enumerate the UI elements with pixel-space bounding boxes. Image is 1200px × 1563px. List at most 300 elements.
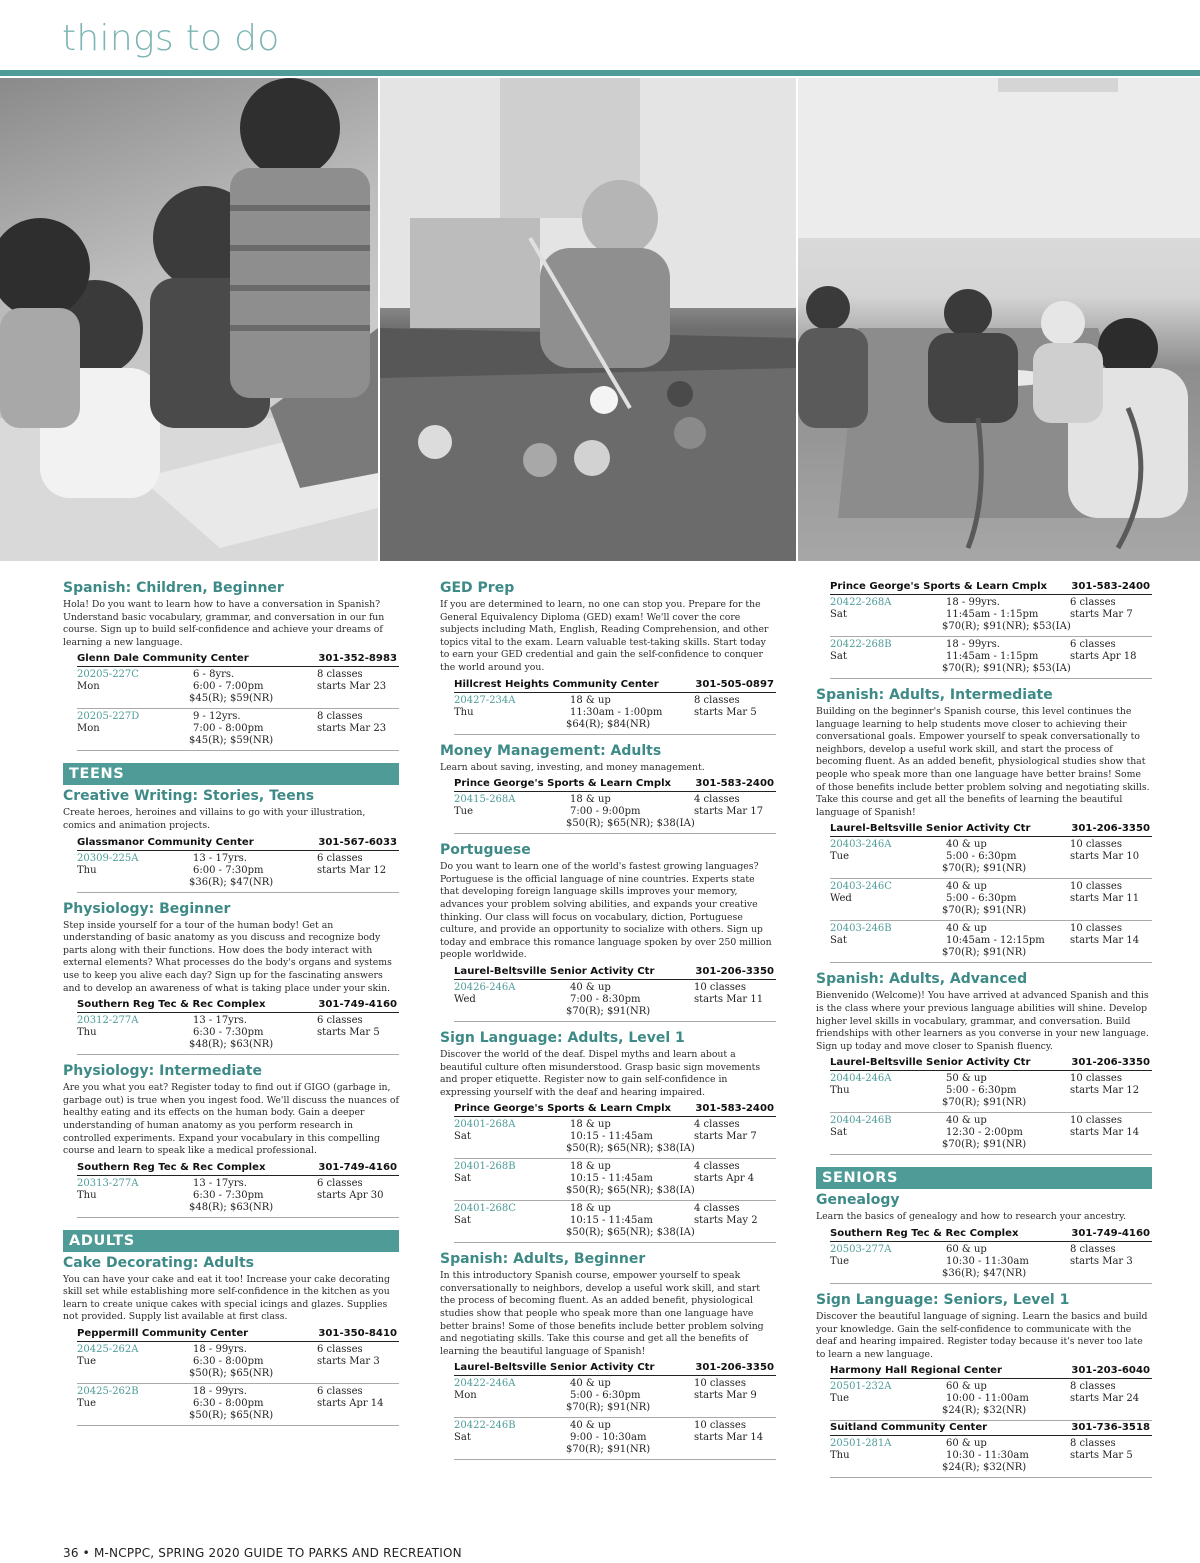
- class-code-cell: [454, 1378, 570, 1402]
- location-phone: 301-505-0897: [695, 678, 774, 690]
- location-header: [454, 1361, 776, 1376]
- location-name: Prince George's Sports & Learn Cmplx: [454, 778, 672, 790]
- class-time-cell: [570, 1119, 694, 1143]
- class-fee: $48(R); $63(NR): [189, 1201, 274, 1213]
- class-fee: $50(R); $65(NR); $38(IA): [566, 818, 695, 830]
- class-start: starts Mar 9: [694, 1390, 757, 1402]
- section-band: TEENS: [63, 763, 399, 785]
- class-day: Thu: [454, 706, 474, 718]
- course-code: 20403-246B: [830, 923, 892, 935]
- class-age: 18 & up: [570, 1119, 611, 1131]
- class-day: Sat: [830, 935, 847, 947]
- course-code: 20501-232A: [830, 1381, 892, 1393]
- photo-children-illustration: [0, 78, 378, 561]
- class-code-cell: [454, 1119, 570, 1143]
- class-code-cell: [830, 1438, 946, 1462]
- class-day: Sat: [830, 651, 847, 662]
- photo-classroom-illustration: [798, 78, 1200, 561]
- class-time-cell: [946, 639, 1070, 663]
- class-code-cell: [454, 794, 570, 818]
- course-description: Learn about saving, investing, and money management.: [440, 761, 705, 773]
- course-section: [440, 743, 776, 835]
- class-age: 13 - 17yrs.: [193, 852, 247, 864]
- class-age: 18 - 99yrs.: [946, 639, 1000, 650]
- class-time-cell: [946, 881, 1070, 905]
- class-time: 11:45am - 1:15pm: [946, 651, 1039, 662]
- class-start: starts Mar 11: [694, 993, 764, 1005]
- class-time: 10:30 - 11:30am: [946, 1450, 1029, 1462]
- class-count-cell: [1070, 1381, 1152, 1405]
- photo-classroom: [798, 78, 1200, 561]
- location-phone: 301-350-8410: [318, 1328, 397, 1340]
- class-fee: $70(R); $91(NR): [566, 1402, 651, 1414]
- class-time: 11:30am - 1:00pm: [570, 706, 663, 718]
- class-time: 5:00 - 6:30pm: [570, 1390, 641, 1402]
- class-time-cell: [570, 794, 694, 818]
- location-name: Southern Reg Tec & Rec Complex: [77, 999, 266, 1011]
- course-code: 20309-225A: [77, 852, 139, 864]
- class-time: 12:30 - 2:00pm: [946, 1127, 1023, 1139]
- class-day: Tue: [830, 1255, 850, 1267]
- course-title: Spanish: Children, Beginner: [63, 580, 284, 596]
- location-name: Southern Reg Tec & Rec Complex: [77, 1161, 266, 1173]
- class-count-cell: [317, 1386, 399, 1410]
- class-start: starts Apr 30: [317, 1189, 384, 1201]
- photo-billiards-illustration: [380, 78, 796, 561]
- class-time-cell: [946, 1381, 1070, 1405]
- class-time-cell: [193, 1344, 317, 1368]
- class-time: 9:00 - 10:30am: [570, 1432, 647, 1444]
- class-row: [830, 637, 1152, 679]
- location-phone: 301-736-3518: [1071, 1422, 1150, 1434]
- class-time-cell: [946, 923, 1070, 947]
- class-count-cell: [694, 1203, 776, 1227]
- class-count: 6 classes: [317, 1386, 363, 1398]
- course-title: Cake Decorating: Adults: [63, 1254, 255, 1271]
- location-name: Glassmanor Community Center: [77, 836, 254, 848]
- course-code: 20422-246B: [454, 1420, 516, 1432]
- location-phone: 301-749-4160: [318, 1161, 397, 1173]
- section-band: SENIORS: [816, 1167, 1152, 1189]
- class-time-cell: [570, 1203, 694, 1227]
- class-start: starts Apr 14: [317, 1398, 384, 1410]
- course-section: [63, 580, 399, 751]
- course-section: [816, 1292, 1152, 1478]
- class-row: [454, 1117, 776, 1159]
- course-code: 20312-277A: [77, 1015, 139, 1027]
- class-fee: $50(R); $65(NR); $38(IA): [566, 1143, 695, 1155]
- class-count: 10 classes: [1070, 1115, 1122, 1127]
- course-title: Physiology: Intermediate: [63, 1063, 262, 1080]
- location-phone: 301-352-8983: [318, 653, 397, 665]
- location-header: [830, 1421, 1152, 1436]
- class-count: 10 classes: [1070, 1073, 1122, 1085]
- class-age: 18 & up: [570, 794, 611, 806]
- class-time: 7:00 - 8:00pm: [193, 723, 264, 735]
- class-day: Tue: [830, 1393, 850, 1405]
- class-start: starts Mar 3: [1070, 1255, 1133, 1267]
- class-time: 5:00 - 6:30pm: [946, 893, 1017, 905]
- class-day: Thu: [830, 1450, 850, 1462]
- class-fee: $50(R); $65(NR): [189, 1410, 274, 1422]
- course-title: Spanish: Adults, Beginner: [440, 1251, 646, 1268]
- location-header: [454, 678, 776, 693]
- class-day: Sat: [830, 609, 847, 620]
- course-code: 20422-268B: [830, 639, 892, 650]
- class-row: [454, 1418, 776, 1460]
- column-2: [440, 580, 776, 1468]
- column-1: [63, 580, 399, 1434]
- class-row: [830, 1071, 1152, 1113]
- course-title: Portuguese: [440, 842, 531, 859]
- course-title: Sign Language: Seniors, Level 1: [816, 1291, 1070, 1308]
- location-name: Hillcrest Heights Community Center: [454, 678, 659, 690]
- course-description: Create heroes, heroines and villains to go with your illustration, comics and animation projects.: [63, 807, 366, 831]
- class-start: starts Mar 5: [1070, 1450, 1133, 1462]
- class-time: 10:45am - 12:15pm: [946, 935, 1045, 947]
- class-count: 10 classes: [694, 981, 746, 993]
- class-time-cell: [193, 1178, 317, 1202]
- class-count: 6 classes: [1070, 597, 1116, 608]
- location-header: [454, 777, 776, 792]
- class-count: 6 classes: [317, 1344, 363, 1356]
- course-code: 20501-281A: [830, 1438, 892, 1450]
- location-name: Prince George's Sports & Learn Cmplx: [830, 581, 1048, 592]
- class-row: [77, 1176, 399, 1218]
- location-name: Laurel-Beltsville Senior Activity Ctr: [454, 1362, 655, 1374]
- location-header: [77, 836, 399, 851]
- location-phone: 301-206-3350: [695, 1362, 774, 1374]
- location-name: Laurel-Beltsville Senior Activity Ctr: [454, 965, 655, 977]
- class-code-cell: [77, 1344, 193, 1368]
- class-day: Thu: [77, 1027, 97, 1039]
- class-count: 10 classes: [694, 1420, 746, 1432]
- class-count-cell: [1070, 881, 1152, 905]
- class-count-cell: [317, 853, 399, 877]
- class-time-cell: [570, 1161, 694, 1185]
- class-time-cell: [193, 1386, 317, 1410]
- class-row: [454, 792, 776, 834]
- course-description: Learn the basics of genealogy and how to research your ancestry.: [816, 1211, 1127, 1223]
- course-code: 20401-268C: [454, 1203, 516, 1215]
- class-age: 40 & up: [570, 1378, 611, 1390]
- class-count-cell: [317, 1178, 399, 1202]
- class-start: starts Mar 11: [1070, 893, 1140, 905]
- course-section: [816, 687, 1152, 963]
- class-fee: $70(R); $91(NR): [942, 1097, 1027, 1109]
- class-time-cell: [570, 982, 694, 1006]
- class-start: starts Mar 24: [1070, 1393, 1140, 1405]
- location-header: [77, 998, 399, 1013]
- class-row: [830, 1242, 1152, 1284]
- course-code: 20205-227D: [77, 711, 140, 723]
- class-day: Thu: [830, 1085, 850, 1097]
- class-age: 40 & up: [570, 1420, 611, 1432]
- class-start: starts Mar 23: [317, 681, 387, 693]
- class-start: starts Mar 7: [1070, 609, 1133, 620]
- column-3: [816, 580, 1152, 1486]
- course-title: Spanish: Adults, Advanced: [816, 971, 1028, 988]
- class-start: starts Mar 7: [694, 1131, 757, 1143]
- class-fee: $64(R); $84(NR): [566, 718, 651, 730]
- class-time-cell: [193, 1015, 317, 1039]
- class-count-cell: [694, 794, 776, 818]
- class-fee: $70(R); $91(NR): [942, 863, 1027, 875]
- class-code-cell: [830, 1115, 946, 1139]
- course-code: 20401-268B: [454, 1161, 516, 1173]
- course-section: [816, 971, 1152, 1155]
- class-fee: $70(R); $91(NR): [566, 1005, 651, 1017]
- course-code: 20404-246B: [830, 1115, 892, 1127]
- class-time-cell: [946, 1073, 1070, 1097]
- class-row: [77, 851, 399, 893]
- class-time: 10:30 - 11:30am: [946, 1255, 1029, 1267]
- location-header: [830, 1364, 1152, 1379]
- class-count: 8 classes: [1070, 1243, 1116, 1255]
- location-header: [454, 1102, 776, 1117]
- course-section: [440, 1251, 776, 1460]
- class-day: Mon: [77, 723, 100, 735]
- class-count: 6 classes: [317, 1015, 363, 1027]
- class-count: 4 classes: [694, 794, 740, 806]
- class-time-cell: [193, 669, 317, 693]
- class-age: 60 & up: [946, 1438, 987, 1450]
- class-fee: $24(R); $32(NR): [942, 1405, 1027, 1417]
- class-fee: $70(R); $91(NR): [942, 905, 1027, 917]
- class-age: 9 - 12yrs.: [193, 711, 241, 723]
- location-header: [77, 1161, 399, 1176]
- course-code: 20205-227C: [77, 669, 139, 681]
- class-fee: $50(R); $65(NR); $38(IA): [566, 1227, 695, 1239]
- course-description: Are you what you eat? Register today to find out if GIGO (garbage in, garbage out) is true when you ingest food. We'll discuss the nuances of healthy eating and its effects on the human body. Gain a deeper understanding of human anatomy as you perform research in controlled experiments. Expand your vocabulary in this compelling course and learn to speak like a medical professional.: [63, 1082, 399, 1157]
- location-header: [77, 652, 399, 667]
- class-time: 5:00 - 6:30pm: [946, 851, 1017, 863]
- class-count-cell: [1070, 839, 1152, 863]
- class-code-cell: [77, 669, 193, 693]
- class-fee: $70(R); $91(NR): [942, 1139, 1027, 1151]
- class-row: [830, 1113, 1152, 1155]
- class-time: 11:45am - 1:15pm: [946, 609, 1039, 620]
- course-description: Step inside yourself for a tour of the human body! Get an understanding of basic anatomy as you discuss and recognize body parts along with their functions. How does the body interact with external elements? What processes do the body's organs and systems use to keep you alive each day? Sign up for the fascinating answers and to develop an awareness of what is taking place under your skin.: [63, 919, 392, 994]
- class-count-cell: [694, 695, 776, 719]
- class-fee: $36(R); $47(NR): [189, 876, 274, 888]
- class-count-cell: [317, 711, 399, 735]
- class-start: starts Mar 12: [317, 864, 387, 876]
- class-fee: $50(R); $65(NR): [189, 1368, 274, 1380]
- class-row: [454, 693, 776, 735]
- course-description: Bienvenido (Welcome)! You have arrived at advanced Spanish and this is the class where your previous language abilities will shine. Develop higher level skills in vocabulary, grammar, and conversation. Build friendships with other learners as you converse in your new language. Sign up today and move closer to Spanish fluency.: [816, 990, 1149, 1052]
- class-age: 40 & up: [946, 923, 987, 935]
- class-count: 8 classes: [1070, 1438, 1116, 1450]
- class-age: 18 & up: [570, 1161, 611, 1173]
- class-time-cell: [193, 711, 317, 735]
- course-code: 20403-246A: [830, 839, 892, 851]
- class-count: 6 classes: [317, 852, 363, 864]
- location-name: Suitland Community Center: [830, 1422, 988, 1434]
- course-code: 20503-277A: [830, 1243, 892, 1255]
- course-description: If you are determined to learn, no one can stop you. Prepare for the General Equivalency Diploma (GED) exam! We'll cover the core subjects including Math, English, Reading Comprehension, and other topics vital to the exam. Learn valuable test-taking skills. Start today to earn your GED credential and gain the self-confidence to conquer the world around you.: [440, 599, 769, 673]
- class-start: starts Apr 18: [1070, 651, 1137, 662]
- class-day: Thu: [77, 864, 97, 876]
- location-phone: 301-583-2400: [695, 1103, 774, 1115]
- class-row: [77, 709, 399, 751]
- class-age: 18 - 99yrs.: [193, 1386, 247, 1398]
- class-count: 8 classes: [317, 711, 363, 723]
- class-count-cell: [317, 669, 399, 693]
- photo-billiards: [380, 78, 796, 561]
- location-name: Laurel-Beltsville Senior Activity Ctr: [830, 1057, 1031, 1069]
- class-age: 40 & up: [570, 981, 611, 993]
- location-name: Prince George's Sports & Learn Cmplx: [454, 1103, 672, 1115]
- class-count: 4 classes: [694, 1203, 740, 1215]
- class-row: [830, 1379, 1152, 1421]
- class-code-cell: [454, 982, 570, 1006]
- class-time: 5:00 - 6:30pm: [946, 1085, 1017, 1097]
- class-fee: $70(R); $91(NR): [566, 1444, 651, 1456]
- class-count: 6 classes: [317, 1177, 363, 1189]
- class-code-cell: [830, 881, 946, 905]
- class-start: starts Mar 5: [694, 706, 757, 718]
- course-section: [816, 1192, 1152, 1284]
- class-age: 40 & up: [946, 881, 987, 893]
- class-row: [830, 879, 1152, 921]
- class-count-cell: [1070, 1244, 1152, 1268]
- class-count-cell: [1070, 1073, 1152, 1097]
- location-header: [77, 1327, 399, 1342]
- class-start: starts Mar 23: [317, 723, 387, 735]
- location-phone: 301-206-3350: [1071, 1057, 1150, 1069]
- location-header: [830, 1227, 1152, 1242]
- class-day: Tue: [77, 1356, 97, 1368]
- class-day: Mon: [454, 1390, 477, 1402]
- course-code: 20422-268A: [830, 597, 892, 608]
- class-age: 13 - 17yrs.: [193, 1015, 247, 1027]
- class-count: 4 classes: [694, 1119, 740, 1131]
- class-fee: $70(R); $91(NR); $53(IA): [942, 663, 1071, 674]
- class-code-cell: [830, 597, 946, 621]
- class-age: 60 & up: [946, 1243, 987, 1255]
- course-description: In this introductory Spanish course, empower yourself to speak conversationally to neighbors, develop a useful work skill, and start the process of becoming fluent. As an added benefit, physiological studies show that people who speak more than one language have better brains! Some of those benefits include better problem solving and negotiating skills. Take this course and get all the benefits of learning the beautiful language of Spanish!: [440, 1270, 764, 1357]
- class-fee: $45(R); $59(NR): [189, 693, 274, 705]
- class-day: Sat: [454, 1432, 471, 1444]
- class-day: Sat: [454, 1173, 471, 1185]
- class-age: 50 & up: [946, 1073, 987, 1085]
- course-section: [63, 1255, 399, 1426]
- class-count-cell: [694, 1119, 776, 1143]
- class-row: [830, 837, 1152, 879]
- location-name: Harmony Hall Regional Center: [830, 1365, 1002, 1377]
- class-code-cell: [77, 1386, 193, 1410]
- class-fee: $50(R); $65(NR); $38(IA): [566, 1185, 695, 1197]
- class-code-cell: [830, 923, 946, 947]
- class-count: 8 classes: [1070, 1381, 1116, 1393]
- location-header: [454, 965, 776, 980]
- class-fee: $70(R); $91(NR); $53(IA): [942, 621, 1071, 632]
- header-rule: [0, 70, 1200, 76]
- class-code-cell: [830, 639, 946, 663]
- class-time: 10:15 - 11:45am: [570, 1131, 653, 1143]
- class-time: 6:00 - 7:00pm: [193, 681, 264, 693]
- course-title: Genealogy: [816, 1192, 900, 1209]
- location-name: Southern Reg Tec & Rec Complex: [830, 1227, 1019, 1239]
- class-count-cell: [1070, 1115, 1152, 1139]
- class-row: [830, 595, 1152, 637]
- class-fee: $36(R); $47(NR): [942, 1267, 1027, 1279]
- location-phone: 301-749-4160: [318, 999, 397, 1011]
- page-footer: 36 • M-NCPPC, SPRING 2020 GUIDE TO PARKS AND RECREATION: [63, 1546, 462, 1560]
- class-day: Sat: [454, 1131, 471, 1143]
- class-row: [830, 1436, 1152, 1478]
- class-time-cell: [570, 1378, 694, 1402]
- location-phone: 301-567-6033: [318, 836, 397, 848]
- class-time: 6:30 - 7:30pm: [193, 1027, 264, 1039]
- class-row: [454, 1159, 776, 1201]
- location-phone: 301-583-2400: [1071, 581, 1150, 592]
- class-age: 18 - 99yrs.: [946, 597, 1000, 608]
- class-age: 18 - 99yrs.: [193, 1344, 247, 1356]
- class-time-cell: [946, 1115, 1070, 1139]
- class-time: 6:30 - 8:00pm: [193, 1356, 264, 1368]
- class-code-cell: [77, 711, 193, 735]
- class-age: 6 - 8yrs.: [193, 669, 235, 681]
- class-day: Thu: [77, 1189, 97, 1201]
- class-start: starts Mar 3: [317, 1356, 380, 1368]
- class-count-cell: [1070, 923, 1152, 947]
- class-count: 10 classes: [1070, 881, 1122, 893]
- class-age: 18 & up: [570, 694, 611, 706]
- class-day: Wed: [830, 893, 852, 905]
- class-start: starts Mar 10: [1070, 851, 1140, 863]
- location-header: [830, 1056, 1152, 1071]
- location-name: Glenn Dale Community Center: [77, 653, 249, 665]
- class-count-cell: [317, 1015, 399, 1039]
- class-count: 10 classes: [694, 1378, 746, 1390]
- class-count-cell: [317, 1344, 399, 1368]
- course-description: Do you want to learn one of the world's fastest growing languages? Portuguese is the official language of nine countries. Experts state that developing foreign language skills improves your memory, advances your problem solving abilities, and expands your creative thinking. Our class will focus on vocabulary, diction, Portuguese culture, and provide an opportunity to socialize with others. Sign up today and embrace this romance language spoken by over 250 million people worldwide.: [440, 861, 772, 961]
- class-code-cell: [454, 695, 570, 719]
- class-code-cell: [830, 839, 946, 863]
- class-count-cell: [1070, 597, 1152, 621]
- class-day: Tue: [454, 806, 474, 818]
- class-code-cell: [454, 1420, 570, 1444]
- class-code-cell: [830, 1073, 946, 1097]
- course-code: 20401-268A: [454, 1119, 516, 1131]
- class-count-cell: [1070, 639, 1152, 663]
- class-time-cell: [946, 597, 1070, 621]
- course-code: 20415-268A: [454, 794, 516, 806]
- course-code: 20427-234A: [454, 694, 516, 706]
- class-row: [77, 667, 399, 709]
- class-count: 8 classes: [694, 694, 740, 706]
- class-fee: $70(R); $91(NR): [942, 947, 1027, 959]
- class-count: 10 classes: [1070, 923, 1122, 935]
- course-section: [63, 901, 399, 1056]
- course-title: Money Management: Adults: [440, 742, 662, 759]
- class-count-cell: [1070, 1438, 1152, 1462]
- class-age: 13 - 17yrs.: [193, 1177, 247, 1189]
- class-day: Wed: [454, 993, 476, 1005]
- location-header: [830, 580, 1152, 595]
- course-code: 20422-246A: [454, 1378, 516, 1390]
- location-phone: 301-206-3350: [1071, 823, 1150, 835]
- class-day: Tue: [77, 1398, 97, 1410]
- course-code: 20425-262A: [77, 1344, 139, 1356]
- course-code: 20404-246A: [830, 1073, 892, 1085]
- class-start: starts Mar 14: [1070, 1127, 1140, 1139]
- class-code-cell: [77, 853, 193, 877]
- course-code: 20403-246C: [830, 881, 892, 893]
- course-description: Hola! Do you want to learn how to have a conversation in Spanish? Understand basic vocabulary, grammar, and conversation in our fun course. Sign up to build self-confidence and achieve your dreams of learning a new language.: [63, 599, 385, 648]
